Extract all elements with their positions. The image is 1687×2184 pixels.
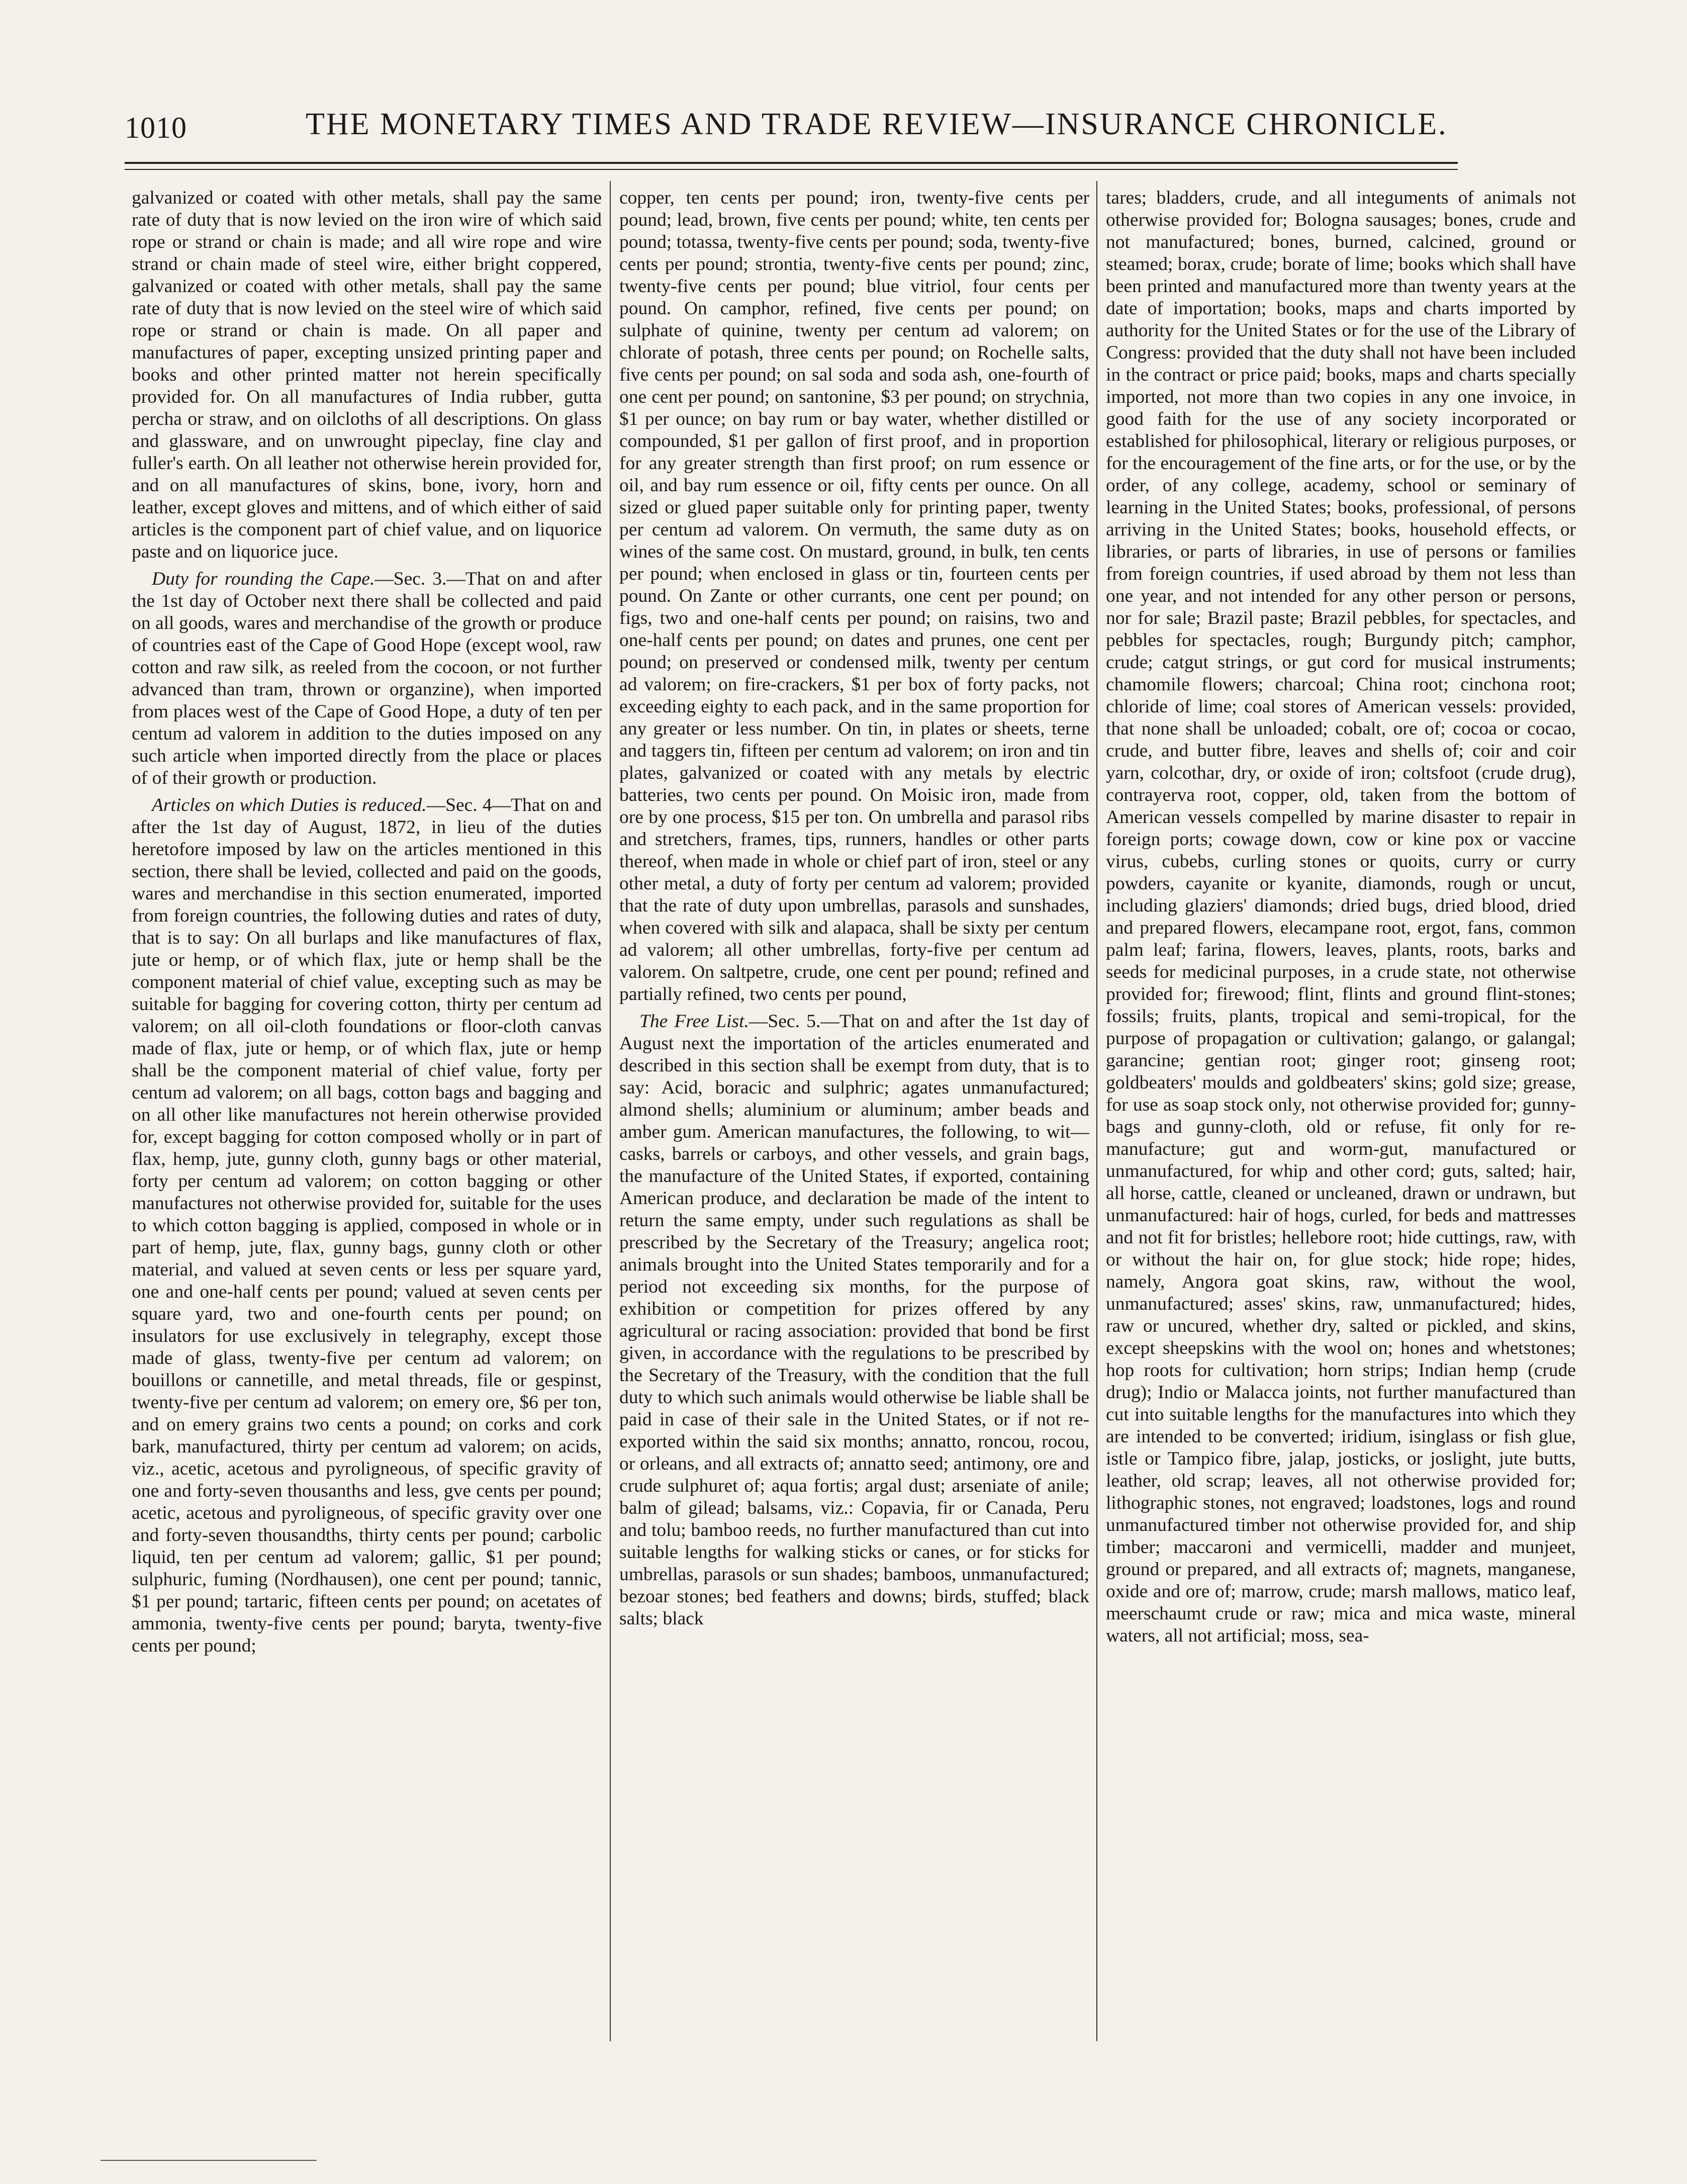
column-divider-1 xyxy=(610,181,611,2041)
section-heading: Duty for rounding the Cape. xyxy=(152,569,375,589)
footer-rule xyxy=(101,2160,317,2161)
paragraph: The Free List.—Sec. 5.—That on and after the 1st day of August next the importation of the articles enumerated and described in this section shall be exempt from duty, that is to say: Acid, boracic and sulphric; agates unmanufactured; almond shells; aluminium or aluminum; amber beads and amber gum. American manufactures, the following, to wit—casks, barrels or carboys, and other vessels, and grain bags, the manufacture of the United States, if exported, containing American produce, and declaration be made of the intent to return the same empty, under such regulations as shall be prescribed by the Secretary of the Treasury; angelica root; animals brought into the United States temporarily and for a period not exceeding six months, for the purpose of exhibition or competition for prizes offered by any agricultural or racing association: provided that bond be first given, in accordance with the regulations to be prescribed by the Secretary of the Treasury, with the condition that the full duty to which such animals would otherwise be liable shall be paid in case of their sale in the United States, or if not re-exported within the said six months; annatto, roncou, rocou, or orleans, and all extracts of; annatto seed; antimony, ore and crude sulphuret of; aqua fortis; argal dust; arseniate of anile; balm of gilead; balsams, viz.: Copavia, fir or Canada, Peru and tolu; bamboo reeds, no further manufactured than cut into suitable lengths for walking sticks or canes, or for sticks for umbrellas, parasols or sun shades; bamboos, unmanufactured; bezoar stones; bed feathers and downs; birds, stuffed; black salts; black xyxy=(619,1011,1089,1629)
section-heading: Articles on which Duties is reduced. xyxy=(152,795,427,815)
header-rule-thick xyxy=(125,162,1458,164)
text-column-1 xyxy=(132,187,602,2032)
header-rule-thin xyxy=(125,169,1458,170)
paragraph: tares; bladders, crude, and all integuments of animals not otherwise provided for; Bologna sausages; bones, crude and not manufactured; bones, burned, calcined, ground or steamed; borax, crude; borate of lime; books which shall have been printed and manufactured more than twenty years at the date of importation; books, maps and charts imported by authority for the United States or for the use of the Library of Congress: provided that the duty shall not have been included in the contract or price paid; books, maps and charts specially imported, not more than two copies in any one invoice, in good faith for the use of any society incorporated or established for philosophical, literary or religious purposes, or for the encouragement of the fine arts, or for the use, or by the order, of any college, academy, school or seminary of learning in the United States; books, professional, of persons arriving in the United States; books, household effects, or libraries, or parts of libraries, in use of persons or families from foreign countries, if used abroad by them not less than one year, and not intended for any other person or persons, nor for sale; Brazil paste; Brazil pebbles, for spectacles, and pebbles for spectacles, rough; Burgundy pitch; camphor, crude; catgut strings, or gut cord for musical instruments; chamomile flowers; charcoal; China root; cinchona root; chloride of lime; coal stores of American vessels: provided, that none shall be unloaded; cobalt, ore of; cocoa or cocao, crude, and butter fibre, leaves and shells of; coir and coir yarn, colcothar, dry, or oxide of iron; coltsfoot (crude drug), contrayerva root, copper, old, taken from the bottom of American vessels compelled by marine disaster to repair in foreign ports; cowage down, cow or kine pox or vaccine virus, cubebs, curling stones or quoits, curry or curry powders, cayanite or kyanite, diamonds, rough or uncut, including glaziers' diamonds; dried bugs, dried blood, dried and prepared flowers, elecampane root, ergot, fans, common palm leaf; farina, flowers, leaves, plants, roots, barks and seeds for medicinal purposes, in a crude state, not otherwise provided for; firewood; flint, flints and ground flint-stones; fossils; fruits, plants, tropical and semi-tropical, for the purpose of propagation or cultivation; galango, or galangal; garancine; gentian root; ginger root; ginseng root; goldbeaters' moulds and goldbeaters' skins; gold size; grease, for use as soap stock only, not otherwise provided for; gunny-bags and gunny-cloth, old or refuse, fit only for re-manufacture; gut and worm-gut, manufactured or unmanufactured, for whip and other cord; guts, salted; hair, all horse, cattle, cleaned or uncleaned, drawn or undrawn, but unmanufactured: hair of hogs, curled, for beds and mattresses and not fit for bristles; hellebore root; hide cuttings, raw, with or without the hair on, for glue stock; hide rope; hides, namely, Angora goat skins, raw, without the wool, unmanufactured; asses' skins, raw, unmanufactured; hides, raw or uncured, whether dry, salted or pickled, and skins, except sheepskins with the wool on; hones and whetstones; hop roots for cultivation; horn strips; Indian hemp (crude drug); Indio or Malacca joints, not further manufactured than cut into suitable lengths for the manufactures into which they are intended to be converted; iridium, isinglass or fish glue, istle or Tampico fibre, jalap, josticks, or joslight, jute butts, leather, old scrap; leaves, all not otherwise provided for; lithographic stones, not engraved; loadstones, logs and round unmanufactured timber not otherwise provided for, and ship timber; maccaroni and vermicelli, madder and munjeet, ground or prepared, and all extracts of; magnets, manganese, oxide and ore of; marrow, crude; marsh mallows, matico leaf, meerschaumt crude or raw; mica and mica waste, mineral waters, all not artificial; moss, sea- xyxy=(1106,188,1576,1646)
publication-title: THE MONETARY TIMES AND TRADE REVIEW—INSURANCE CHRONICLE. xyxy=(306,107,1448,141)
column-divider-2 xyxy=(1096,181,1097,2041)
paragraph: galvanized or coated with other metals, shall pay the same rate of duty that is now levied on the iron wire of which said rope or strand or chain is made; and all wire rope and wire strand or chain made of steel wire, either bright coppered, galvanized or coated with other metals, shall pay the same rate of duty that is now levied on the steel wire of which said rope or strand or chain is made. On all paper and manufactures of paper, excepting unsized printing paper and books and other printed matter not herein specifically provided for. On all manufactures of India rubber, gutta percha or straw, and on oilcloths of all descriptions. On glass and glassware, and on unwrought pipeclay, fine clay and fuller's earth. On all leather not otherwise herein provided for, and on all manufactures of skins, bone, ivory, horn and leather, except gloves and mittens, and of which either of said articles is the component part of chief value, and on liquorice paste and on liquorice juce. xyxy=(132,188,602,562)
paragraph: copper, ten cents per pound; iron, twenty-five cents per pound; lead, brown, five cents per pound; white, ten cents per pound; totassa, twenty-five cents per pound; soda, twenty-five cents per pound; strontia, twenty-five cents per pound; zinc, twenty-five cents per pound; blue vitriol, four cents per pound. On camphor, refined, five cents per pound; on sulphate of quinine, twenty per centum ad valorem; on chlorate of potash, three cents per pound; on Rochelle salts, five cents per pound; on sal soda and soda ash, one-fourth of one cent per pound; on santonine, $3 per pound; on strychnia, $1 per ounce; on bay rum or bay water, whether distilled or compounded, $1 per gallon of first proof, and in proportion for any greater strength than first proof; on rum essence or oil, and bay rum essence or oil, fifty cents per ounce. On all sized or glued paper suitable only for printing paper, twenty per centum ad valorem. On vermuth, the same duty as on wines of the same cost. On mustard, ground, in bulk, ten cents per pound; when enclosed in glass or tin, fourteen cents per pound. On Zante or other currants, one cent per pound; on figs, two and one-half cents per pound; on raisins, two and one-half cents per pound; on dates and prunes, one cent per pound; on preserved or condensed milk, twenty per centum ad valorem; on fire-crackers, $1 per box of forty packs, not exceeding eighty to each pack, and in the same proportion for any greater or less number. On tin, in plates or sheets, terne and taggers tin, fifteen per centum ad valorem; on iron and tin plates, galvanized or coated with any metals by electric batteries, two cents per pound. On Moisic iron, made from ore by one process, $15 per ton. On umbrella and parasol ribs and stretchers, frames, tips, runners, handles or other parts thereof, when made in whole or chief part of iron, steel or any other metal, a duty of forty per centum ad valorem; provided that the rate of duty upon umbrellas, parasols and sunshades, when covered with silk and alapaca, shall be sixty per centum ad valorem; all other umbrellas, forty-five per centum ad valorem. On saltpetre, crude, one cent per pound; refined and partially refined, two cents per pound, xyxy=(619,188,1089,1005)
page-number: 1010 xyxy=(125,111,187,144)
section-heading: The Free List. xyxy=(639,1011,749,1032)
paragraph: Articles on which Duties is reduced.—Sec. 4—That on and after the 1st day of August, 1872, in lieu of the duties heretofore imposed by law on the articles mentioned in this section, there shall be levied, collected and paid on the goods, wares and merchandise in this section enumerated, imported from foreign countries, the following duties and rates of duty, that is to say: On all burlaps and like manufactures of flax, jute or hemp, or of which flax, jute or hemp shall be the component material of chief value, excepting such as may be suitable for bagging for covering cotton, thirty per centum ad valorem; on all oil-cloth foundations or floor-cloth canvas made of flax, jute or hemp, or of which flax, jute or hemp shall be the component material of chief value, forty per centum ad valorem; on all bags, cotton bags and bagging and on all other like manufactures not herein otherwise provided for, except bagging for cotton composed wholly or in part of flax, hemp, jute, gunny cloth, gunny bags or other material, forty per centum ad valorem; on cotton bagging or other manufactures not otherwise provided for, suitable for the uses to which cotton bagging is applied, composed in whole or in part of hemp, jute, flax, gunny bags, gunny cloth or other material, and valued at seven cents or less per square yard, one and one-half cents per pound; valued at seven cents per square yard, two and one-fourth cents per pound; on insulators for use exclusively in telegraphy, except those made of glass, twenty-five per centum ad valorem; on bouillons or cannetille, and metal threads, file or gespinst, twenty-five per centum ad valorem; on emery ore, $6 per ton, and on emery grains two cents a pound; on corks and cork bark, manufactured, thirty per centum ad valorem; on acids, viz., acetic, acetous and pyroligneous, of specific gravity of one and forty-seven thousanths and less, gve cents per pound; acetic, acetous and pyroligneous, of specific gravity over one and forty-seven thousandths, thirty cents per pound; carbolic liquid, ten per centum ad valorem; gallic, $1 per pound; sulphuric, fuming (Nordhausen), one cent per pound; tannic, $1 per pound; tartaric, fifteen cents per pound; on acetates of ammonia, twenty-five cents per pound; baryta, twenty-five cents per pound; xyxy=(132,795,602,1656)
page-header xyxy=(125,107,1458,152)
text-column-3 xyxy=(1106,187,1576,2032)
text-column-2 xyxy=(619,187,1089,2032)
paragraph: Duty for rounding the Cape.—Sec. 3.—That on and after the 1st day of October next there shall be collected and paid on all goods, wares and merchandise of the growth or produce of countries east of the Cape of Good Hope (except wool, raw cotton and raw silk, as reeled from the cocoon, or not further advanced than tram, thrown or organzine), when imported from places west of the Cape of Good Hope, a duty of ten per centum ad valorem in addition to the duties imposed on any such article when imported directly from the place or places of of their growth or production. xyxy=(132,569,602,788)
